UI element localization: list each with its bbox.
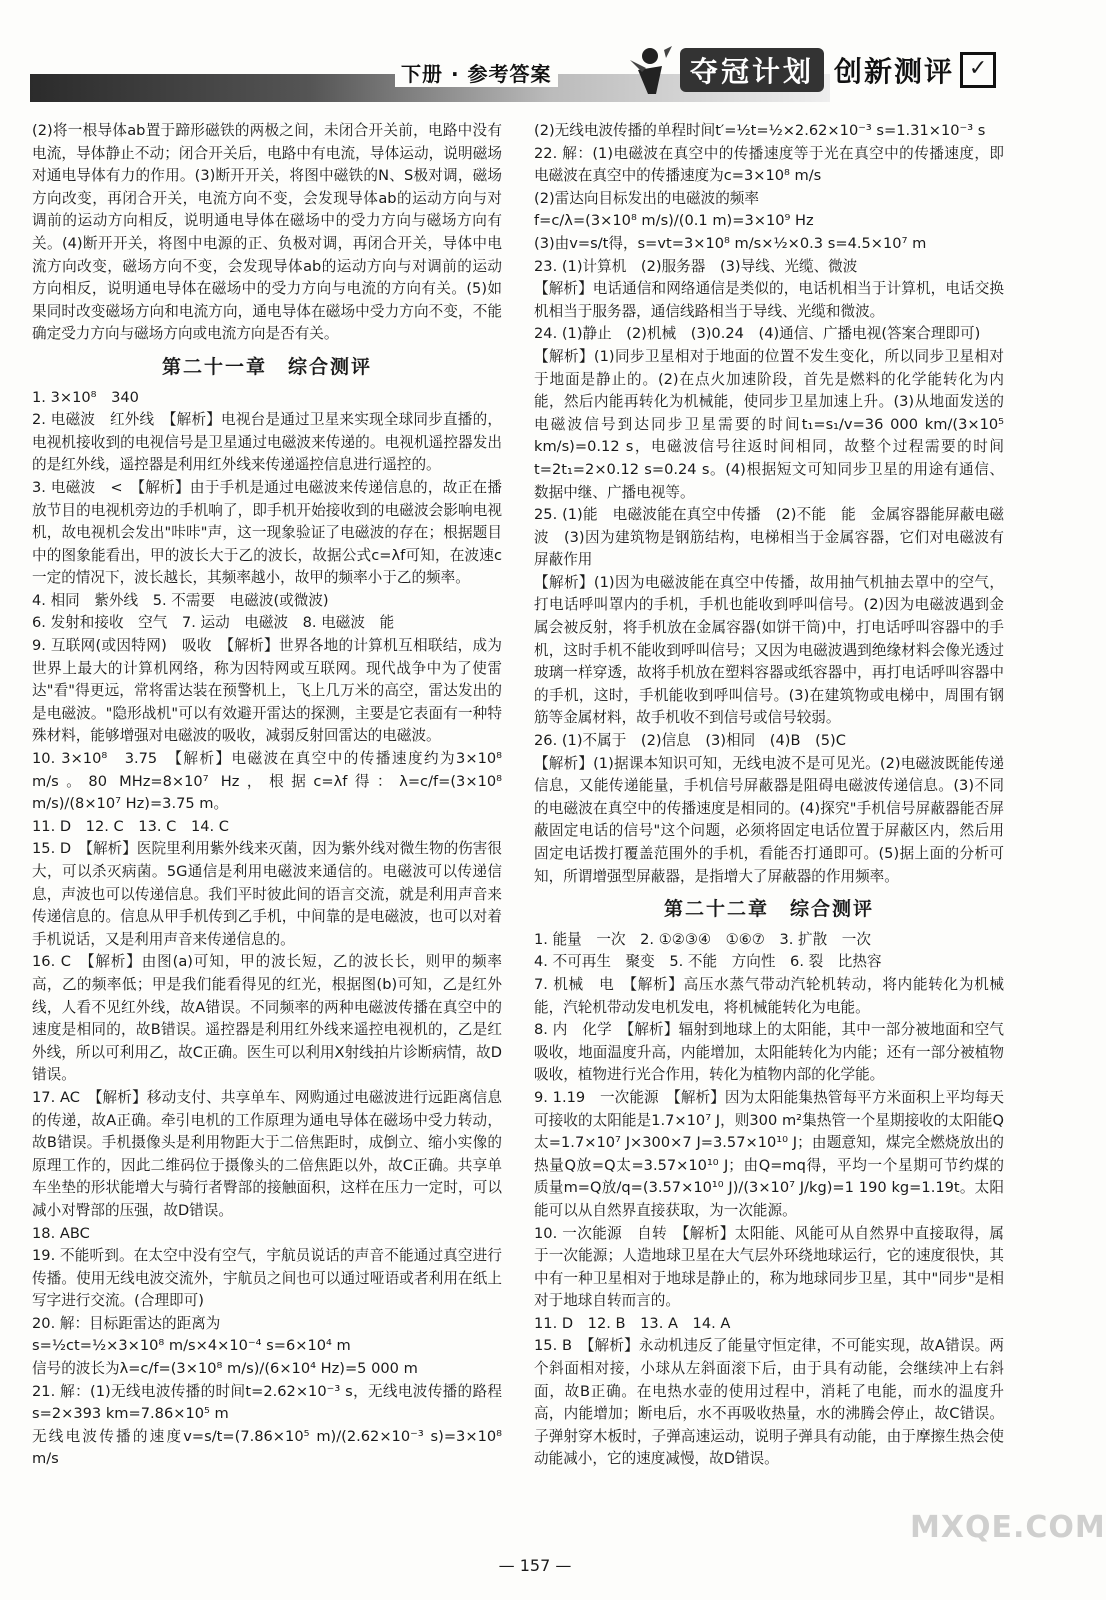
analysis-paragraph: 【解析】电话通信和网络通信是类似的，电话机相当于计算机，电话交换机相当于服务器，通信线路相当于导线、光缆和微波。 [534,280,1004,320]
answer-item: 22. 解：(1)电磁波在真空中的传播速度等于光在真空中的传播速度，即电磁波在真空中的传播速度为c=3×10⁸ m/s [534,144,1004,185]
answer-item: 19. 不能听到。在太空中没有空气，宇航员说话的声音不能通过真空进行传播。使用无线电波交流外，宇航员之间也可以通过哑语或者利用在纸上写字进行交流。(合理即可) [32,1247,502,1310]
answer-paragraph: (2)将一根导体ab置于蹄形磁铁的两极之间，未闭合开关前，电路中没有电流，导体静止不动；闭合开关后，电路中有电流，导体运动，说明磁场对通电导体有力的作用。(3)断开开关，将图中磁铁的N、S极对调，磁场方向改变，再闭合开关，电流方向不变，会发现导体ab的运动方向与对调前的运动方向相反，说明通电导体在磁场中的受力方向与磁场方向有关。(4)断开开关，将图中电源的正、负极对调，再闭合开关，导体中电流方向改变，磁场方向不变，会发现导体ab的运动方向与对调前的运动方向相反，说明通电导体在磁场中的受力方向与电流的方向有关。(5)如果同时改变磁场方向和电流方向，通电导体在磁场中受力方向不变，不能确定受力方向与磁场方向或电流方向是否有关。 [32,122,502,343]
header-title: 下册 · 参考答案 [395,58,558,87]
answer-item: 9. 互联网(或因特网) 吸收 【解析】世界各地的计算机互相联结，成为世界上最大的计算机网络，称为因特网或互联网。现代战争中为了使雷达"看"得更远，常将雷达装在预警机上，飞上几万米的高空，雷达发出的是电磁波。"隐形战机"可以有效避开雷达的探测，主要是它表面有一种特殊材料，能够增强对电磁波的吸收，减弱反射回雷达的电磁波。 [32,637,502,745]
answer-item: 10. 3×10⁸ 3.75 【解析】电磁波在真空中的传播速度约为3×10⁸ m/s。80 MHz=8×10⁷ Hz，根据c=λf得：λ=c/f=(3×10⁸ m/s)/(8×10⁷ Hz)=3.75 m。 [32,750,502,813]
answer-item: 2. 电磁波 红外线 【解析】电视台是通过卫星来实现全球同步直播的，电视机接收到的电视信号是卫星通过电磁波来传递的。电视机遥控器发出的是红外线，遥控器是利用红外线来传递遥控信息进行遥控的。 [32,411,502,474]
answer-item: 3. 电磁波 < 【解析】由于手机是通过电磁波来传递信息的，故正在播放节目的电视机旁边的手机响了，即手机开始接收到的电磁波会影响电视机，故电视机会发出"咔咔"声，这一现象验证了电磁波的存在；根据题目中的图象能看出，甲的波长大于乙的波长，故据公式c=λf可知，在波速c一定的情况下，波长越长，其频率越小，故甲的频率小于乙的频率。 [32,478,502,587]
brand-logo [620,40,996,100]
analysis-paragraph: 【解析】(1)因为电磁波能在真空中传播，故用抽气机抽去罩中的空气，打电话呼叫罩内的手机，手机也能收到呼叫信号。(2)因为电磁波遇到金属会被反射，将手机放在金属容器(如饼干筒)中，打电话呼叫容器中的手机，这时手机不能收到呼叫信号；又因为电磁波遇到绝缘材料会像光透过玻璃一样穿透，故将手机放在塑料容器或纸容器中，再打电话呼叫容器中的手机，这时，手机能收到呼叫信号。(3)在建筑物或电梯中，周围有钢筋等金属材料，故手机收不到信号或信号较弱。 [534,573,1004,727]
answer-item: 6. 发射和接收 空气 7. 运动 电磁波 8. 电磁波 能 [32,614,395,632]
brand-name: 夺冠计划 [680,48,824,92]
brand-subtitle: 创新测评 [834,55,955,88]
answer-item: 11. D 12. B 13. A 14. A [534,1314,731,1332]
answer-item: 24. (1)静止 (2)机械 (3)0.24 (4)通信、广播电视(答案合理即可) [534,325,981,343]
chapter-21-heading: 第二十一章 综合测评 [161,355,372,378]
answer-item: 10. 一次能源 自转 【解析】太阳能、风能可从自然界中直接取得，属于一次能源；人造地球卫星在大气层外环绕地球运行，它的速度很快，其中有一种卫星相对于地球是静止的，称为地球同步卫星，其中"同步"是相对于地球自转而言的。 [534,1224,1004,1310]
watermark: MXQE.COM [910,1510,1106,1545]
answer-item: 17. AC 【解析】移动支付、共享单车、网购通过电磁波进行远距离信息的传递，故A正确。牵引电机的工作原理为通电导体在磁场中受力转动，故B错误。手机摄像头是利用物距大于二倍焦距时，成倒立、缩小实像的原理工作的，因此二维码位于摄像头的二倍焦距以外，故C正确。共享单车坐垫的形状能增大与骑行者臀部的接触面积，这样在压力一定时，可以减小对臀部的压强，故D错误。 [32,1088,502,1219]
left-column [32,120,502,1471]
answer-item: 20. 解：目标距雷达的距离为 [32,1314,221,1332]
analysis-paragraph: 【解析】(1)同步卫星相对于地面的位置不发生变化，所以同步卫星相对于地面是静止的。(2)在点火加速阶段，首先是燃料的化学能转化为内能，然后内能再转化为机械能，使同步卫星加速上升。(3)从地面发送的电磁波信号到达同步卫星需要的时间t₁=s₁/v=36 000 km/(3×10⁵ km/s)=0.12 s，电磁波信号往返时间相同，故整个过程需要的时间t=2t₁=2×0.12 s=0.24 s。(4)根据短文可知同步卫星的用途有通信、数据中继、广播电视等。 [534,347,1004,501]
chapter-22-heading: 第二十二章 综合测评 [663,898,874,921]
answer-item: 25. (1)能 电磁波能在真空中传播 (2)不能 能 金属容器能屏蔽电磁波 (3)因为建筑物是钢筋结构，电梯相当于金属容器，它们对电磁波有屏蔽作用 [534,506,1004,569]
analysis-paragraph: 【解析】(1)据课本知识可知，无线电波不是可见光。(2)电磁波既能传递信息，又能传递能量，手机信号屏蔽器是阻碍电磁波传递信息。(3)不同的电磁波在真空中的传播速度是相同的。(4)探究"手机信号屏蔽器能否屏蔽固定电话的信号"这个问题，必须将固定电话位置于屏蔽区内，然后用固定电话拨打覆盖范围外的手机，看能否打通即可。(5)据上面的分析可知，所谓增强型屏蔽器，是指增大了屏蔽器的作用频率。 [534,754,1004,885]
formula-line: 无线电波传播的速度v=s/t=(7.86×10⁵ m)/(2.62×10⁻³ s)=3×10⁸ m/s [32,1427,502,1468]
answer-item: (3)由v=s/t得，s=vt=3×10⁸ m/s×½×0.3 s=4.5×10⁷ m [534,234,927,252]
checkmark-icon: ✓ [960,52,996,88]
formula-line: s=½ct=½×3×10⁸ m/s×4×10⁻⁴ s=6×10⁴ m [32,1337,351,1355]
answer-item: 9. 1.19 一次能源 【解析】因为太阳能集热管每平方米面积上平均每天可接收的太阳能是1.7×10⁷ J，则300 m²集热管一个星期接收的太阳能Q太=1.7×10⁷ J×300×7 J=3.57×10¹⁰ J；由题意知，煤完全燃烧放出的热量Q放=Q太=3.57×10¹⁰ J；由Q=mq得，平均一个星期可节约煤的质量m=Q放/q=(3.57×10¹⁰ J)/(3×10⁷ J/kg)=1 190 kg=1.19t。太阳能可以从自然界直接获取，为一次能源。 [534,1088,1004,1219]
answer-item: 26. (1)不属于 (2)信息 (3)相同 (4)B (5)C [534,732,846,750]
formula-line: 信号的波长为λ=c/f=(3×10⁸ m/s)/(6×10⁴ Hz)=5 000 m [32,1360,418,1378]
answer-item: 7. 机械 电 【解析】高压水蒸气带动汽轮机转动，将内能转化为机械能，汽轮机带动发电机发电，将机械能转化为电能。 [534,975,1004,1016]
answer-item: 4. 相同 紫外线 5. 不需要 电磁波(或微波) [32,591,329,609]
answer-item: 1. 3×10⁸ 340 [32,388,139,406]
formula-line: f=c/λ=(3×10⁸ m/s)/(0.1 m)=3×10⁹ Hz [534,212,814,230]
answer-item: 18. ABC [32,1224,90,1242]
answer-item: 11. D 12. C 13. C 14. C [32,817,229,835]
answer-item: 8. 内 化学 【解析】辐射到地球上的太阳能，其中一部分被地面和空气吸收，地面温度升高，内能增加，太阳能转化为内能；还有一部分被植物吸收，植物进行光合作用，转化为植物内部的化学能。 [534,1021,1004,1084]
page-number: — 157 — [498,1556,572,1575]
mascot-icon [620,40,680,100]
right-column [534,120,1004,1471]
answer-item: 15. B 【解析】永动机违反了能量守恒定律，不可能实现，故A错误。两个斜面相对接，小球从左斜面滚下后，由于具有动能，会继续冲上右斜面，故B正确。在电热水壶的使用过程中，消耗了电能，而水的温度升高，内能增加；断电后，水不再吸收热量，水的沸腾会停止，故C错误。子弹射穿木板时，子弹高速运动，说明子弹具有动能，由于摩擦生热会使动能减小，它的速度减慢，故D错误。 [534,1337,1004,1468]
answer-item: (2)雷达向目标发出的电磁波的频率 [534,189,759,207]
answer-item: 15. D 【解析】医院里利用紫外线来灭菌，因为紫外线对微生物的伤害很大，可以杀灭病菌。5G通信是利用电磁波来通信的。电磁波可以传递信息，声波也可以传递信息。我们平时彼此间的语言交流，就是利用声音来传递信息的。信息从甲手机传到乙手机，中间靠的是电磁波，也可以对着手机说话，又是利用声音来传递信息的。 [32,840,502,948]
answer-item: (2)无线电波传播的单程时间t′=½t=½×2.62×10⁻³ s=1.31×10⁻³ s [534,122,986,139]
answer-item: 1. 能量 一次 2. ①②③④ ①⑥⑦ 3. 扩散 一次 [534,930,871,948]
page-header [0,0,1070,112]
answer-item: 21. 解：(1)无线电波传播的时间t=2.62×10⁻³ s，无线电波传播的路程s=2×393 km=7.86×10⁵ m [32,1382,502,1423]
answer-item: 16. C 【解析】由图(a)可知，甲的波长短，乙的波长长，则甲的频率高，乙的频率低；甲是我们能看得见的红光，根据图(b)可知，乙是红外线，人看不见红外线，故A错误。不同频率的两种电磁波传播在真空中的速度是相同的，故B错误。遥控器是利用红外线来遥控电视机的，乙是红外线，所以可利用乙，故C正确。医生可以利用X射线拍片诊断病情，故D错误。 [32,953,502,1084]
answer-item: 4. 不可再生 聚变 5. 不能 方向性 6. 裂 比热容 [534,953,882,971]
answer-item: 23. (1)计算机 (2)服务器 (3)导线、光缆、微波 [534,257,858,275]
